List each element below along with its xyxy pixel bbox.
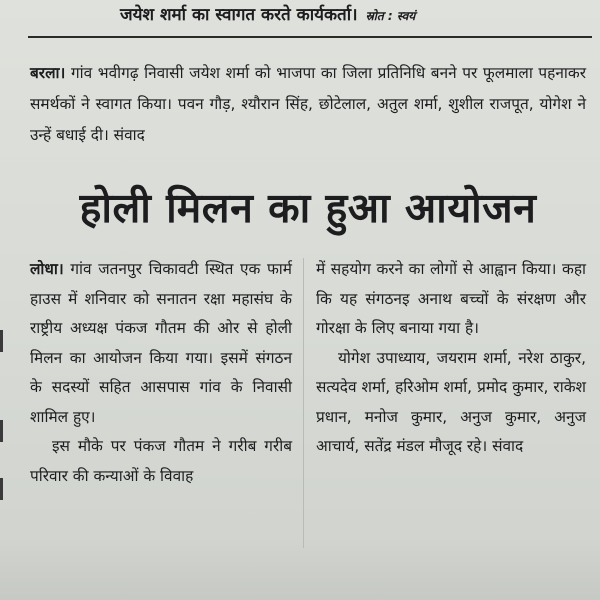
article-column-right	[316, 255, 586, 462]
adjacent-column-fragment	[0, 478, 11, 500]
story1-dateline: बरला।	[30, 64, 66, 82]
adjacent-column-fragment	[0, 330, 11, 352]
caption-credit: स्रोत : स्वयं	[365, 9, 416, 23]
brief-news-item	[30, 58, 586, 151]
story-headline: होली मिलन का हुआ आयोजन	[79, 184, 537, 232]
adjacent-column-fragment	[0, 420, 11, 442]
caption-text: जयेश शर्मा का स्वागत करते कार्यकर्ता।	[120, 5, 358, 25]
paper-shadow	[0, 540, 600, 600]
article-paragraph	[30, 255, 292, 432]
article-column-left	[30, 255, 292, 491]
story2-para1: गांव जतनपुर चिकावटी स्थित एक फार्म हाउस में शनिवार को सनातन रक्षा महासंघ के राष्ट्रीय अध्यक्ष पंकज गौतम की ओर से होली मिलन का आयोजन किया गया। इसमें संगठन के सदस्यों सहित आसपास गांव के निवासी शामिल हुए।	[30, 260, 292, 426]
story2-dateline: लोधा।	[30, 260, 64, 278]
story2-para2: इस मौके पर पंकज गौतम ने गरीब गरीब परिवार की कन्याओं के विवाह	[30, 437, 292, 485]
story1-body: गांव भवीगढ़ निवासी जयेश शर्मा को भाजपा का जिला प्रतिनिधि बनने पर फूलमाला पहनाकर समर्थकों ने स्वागत किया। पवन गौड़, श्यौरान सिंह, छोटेलाल, अतुल शर्मा, शुशील राजपूत, योगेश ने उन्हें बधाई दी। संवाद	[30, 64, 586, 144]
column-divider	[303, 258, 304, 548]
story2-para4: योगेश उपाध्याय, जयराम शर्मा, नरेश ठाकुर, सत्यदेव शर्मा, हरिओम शर्मा, प्रमोद कुमार, राकेश प्रधान, मनोज कुमार, अनुज कुमार, अनुज आचार्य, सतेंद्र मंडल मौजूद रहे। संवाद	[316, 348, 586, 455]
photo-caption	[120, 2, 590, 28]
story2-para3: में सहयोग करने का लोगों से आह्वान किया। कहा कि यह संगठनइ अनाथ बच्चों के संरक्षण और गोरक्षा के लिए बनाया गया है।	[316, 260, 586, 337]
caption-divider	[28, 36, 592, 38]
